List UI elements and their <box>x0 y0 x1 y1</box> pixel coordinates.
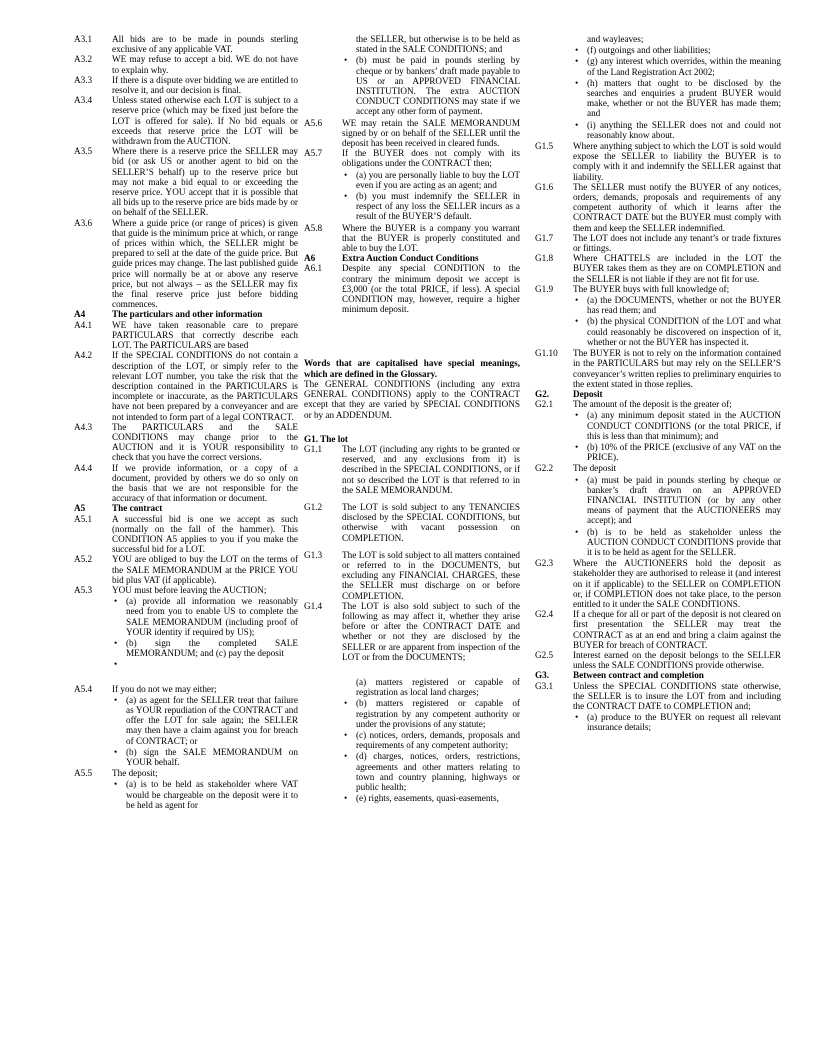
bullet-item: • (a) must be paid in pounds sterling by cheque or banker’s draft drawn on an APPROVED FINANCIAL INSTITUTION (or by any other means of payment that the AUCTIONEERS may accept); and <box>535 475 781 526</box>
clause-a5-8: A5.8 Where the BUYER is a company you warrant that the BUYER is properly constituted and able to buy the LOT. <box>304 222 520 254</box>
clause-number: A3.6 <box>74 217 93 228</box>
bullet-item: • (b) matters registered or capable of registration by any competent authority or under the provisions of any statute; <box>304 698 520 729</box>
bullet-marker: • <box>114 659 118 670</box>
bullet-item: • (c) notices, orders, demands, proposals and requirements of any competent authority; <box>304 730 520 750</box>
clause-text: If we provide information, or a copy of a document, provided by others we do so only on the basis that we are not responsible for the accuracy of that information or document. <box>112 462 298 504</box>
bullet-item: • (f) outgoings and other liabilities; <box>535 45 781 55</box>
clause-text: Where a guide price (or range of prices) is given that guide is the minimum price at which, or range of prices within which, the SELLER might be prepared to sell at the date of the guide price. But guide prices may change. The last published guide price will normally be at or above any reserve price, but not always – as the SELLER may fix the final reserve price just before bidding commences. <box>112 217 298 310</box>
bullet-item: • (a) you are personally liable to buy the LOT even if you are acting as an agent; and <box>304 170 520 190</box>
clause-a4-3 <box>74 422 298 463</box>
clause-number: A4.2 <box>74 350 93 361</box>
clause-text: The particulars and other information <box>112 309 263 320</box>
clause-number: A5.1 <box>74 513 93 524</box>
clause-text: YOU are obliged to buy the LOT on the terms of the SALE MEMORANDUM at the PRICE YOU bid plus VAT (if applicable). <box>112 554 298 585</box>
bullet-item: • (e) rights, easements, quasi-easements, <box>304 793 520 803</box>
bullet-item: • (b) the physical CONDITION of the LOT and what could reasonably be discovered on inspection of it, whether or not the BUYER has inspected it. <box>535 316 781 347</box>
clause-number: A3.4 <box>74 95 93 106</box>
clause-g2-1: G2.1 The amount of the deposit is the greater of; <box>535 399 732 410</box>
clause-g2-4: G2.4 If a cheque for all or part of the deposit is not cleared on first presentation the SELLER may treat the CONTRACT as at an end and bring a claim against the BUYER for breach of CONTRACT. <box>535 609 781 650</box>
clause-text: WE may refuse to accept a bid. WE do not have to explain why. <box>112 54 298 75</box>
clause-a4-2 <box>74 350 298 421</box>
clause-text: The PARTICULARS and the SALE CONDITIONS may change prior to the AUCTION and it is YOUR responsibility to check that you have the correct versions. <box>112 421 298 463</box>
glossary-note: Words that are capitalised have special meanings, which are defined in the Glossary. <box>304 358 520 379</box>
clause-number: A5.2 <box>74 554 93 565</box>
clause-g2-2: G2.2 The deposit <box>535 463 617 474</box>
clause-a5-4: A5.4 If you do not we may either; <box>74 683 217 694</box>
bullet-item: • (h) matters that ought to be disclosed by the searches and enquiries a prudent BUYER would make, whether or not the BUYER has made them; and <box>535 78 781 119</box>
bullet-item: • (i) anything the SELLER does not and could not reasonably know about. <box>535 120 781 140</box>
clause-a5 <box>74 503 298 513</box>
clause-a3-6 <box>74 218 298 310</box>
list-item: (a) matters registered or capable of registration as local land charges; <box>356 676 520 698</box>
section-a6-heading: A6 Extra Auction Conduct Conditions <box>304 253 479 264</box>
clause-text: A successful bid is one we accept as such (normally on the fall of the hammer). This CONDITION A5 applies to you if you make the successful bid for a LOT. <box>112 513 298 555</box>
clause-text: All bids are to be made in pounds sterling exclusive of any applicable VAT. <box>112 34 298 55</box>
bullet-item: • (a) is to be held as stakeholder where VAT would be chargeable on the deposit were it to be held as agent for <box>74 779 298 810</box>
clause-number: A4.1 <box>74 319 93 330</box>
clause-a5-6: A5.6 WE may retain the SALE MEMORANDUM signed by or on behalf of the SELLER until the deposit has been received in cleared funds. <box>304 117 520 149</box>
clause-g1-6: G1.6 The SELLER must notify the BUYER of any notices, orders, demands, proposals and requirements of any competent authority of which it learns after the CONTRACT DATE but the BUYER must comply with them and keep the SELLER indemnified. <box>535 181 781 233</box>
clause-a4-1 <box>74 320 298 351</box>
clause-text: If there is a dispute over bidding we are entitled to resolve it, and our decision is final. <box>112 74 298 96</box>
clause-g2-3: G2.3 Where the AUCTIONEERS hold the deposit as stakeholder they are authorised to release it (and interest on it if applicable) to the SELLER on COMPLETION or, if COMPLETION does not take place, to the person entitled to it under the SALE CONDITIONS. <box>535 558 781 609</box>
clause-number: A4.4 <box>74 462 93 473</box>
clause-g1-9: G1.9 The BUYER buys with full knowledge of; <box>535 283 730 294</box>
column-right <box>535 34 781 734</box>
clause-a5-2 <box>74 554 298 585</box>
general-conditions-intro: The GENERAL CONDITIONS (including any extra GENERAL CONDITIONS) apply to the CONTRACT except that they are varied by SPECIAL CONDITIONS or by an ADDENDUM. <box>304 378 520 420</box>
bullet-item: • (b) sign the SALE MEMORANDUM on YOUR behalf. <box>74 747 298 767</box>
bullet-item: • (d) charges, notices, orders, restrictions, agreements and other matters relating to town and country planning, highways or public health; <box>304 751 520 792</box>
continued-text: and wayleaves; <box>587 34 644 44</box>
clause-g1-5: G1.5 Where anything subject to which the LOT is sold would expose the SELLER to liability the BUYER is to comply with it and indemnify the SELLER against that liability. <box>535 141 781 182</box>
bullet-item: • (b) you must indemnify the SELLER in respect of any loss the SELLER incurs as a result of the BUYER’S default. <box>304 191 520 222</box>
bullet-item: • (b) 10% of the PRICE (exclusive of any VAT on the PRICE). <box>535 442 781 462</box>
clause-a3-3 <box>74 75 298 95</box>
section-g1-heading: G1. The lot <box>304 433 348 444</box>
clause-text: Where there is a reserve price the SELLER may bid (or ask US or another agent to bid on the SELLER’S behalf) up to the reserve price but may not make a bid equal to or exceeding the reserve price. YOU accept that it is possible that all bids up to the reserve price are bids made by or on behalf of the SELLER. <box>112 146 298 218</box>
clause-g1-10: G1.10 The BUYER is not to rely on the information contained in the PARTICULARS but may rely on the SELLER’S conveyancer’s written replies to preliminary enquiries to the extent stated in those replies. <box>535 348 782 389</box>
bullet-item: • (a) produce to the BUYER on request all relevant insurance details; <box>535 712 781 732</box>
bullet-item: • (a) as agent for the SELLER treat that failure as YOUR repudiation of the CONTRACT and offer the LOT for sale again; the SELLER may then have a claim against you for breach of CONTRACT; or <box>74 695 298 746</box>
clause-a5-7: A5.7 If the BUYER does not comply with its obligations under the CONTRACT then; <box>304 148 520 169</box>
clause-a6-1: A6.1 Despite any special CONDITION to the contrary the minimum deposit we accept is £3,000 (or the total PRICE, if less). A special CONDITION may, however, require a higher minimum deposit. <box>304 263 520 315</box>
clause-a5-3 <box>74 585 298 595</box>
clause-number: A3.3 <box>74 74 93 85</box>
clause-g3-1: G3.1 Unless the SPECIAL CONDITIONS state otherwise, the SELLER is to insure the LOT from and including the CONTRACT DATE to COMPLETION and; <box>535 680 781 711</box>
section-g3-heading: G3. Between contract and completion <box>535 670 704 681</box>
clause-a5-1 <box>74 514 298 555</box>
bullet-item: • (a) provide all information we reasonably need from you to enable US to complete the SALE MEMORANDUM (including proof of YOUR identity if required by US); <box>74 596 298 637</box>
clause-text: Unless stated otherwise each LOT is subject to a reserve price (which may be fixed just before the LOT is offered for sale). If No bid equals or exceeds that reserve price the LOT will be withdrawn from the AUCTION. <box>112 95 298 147</box>
bullet-item: • (a) any minimum deposit stated in the AUCTION CONDUCT CONDITIONS (or the total PRICE, if this is less than that minimum); and <box>535 410 781 441</box>
clause-text: If the SPECIAL CONDITIONS do not contain a description of the LOT, or simply refer to the relevant LOT number, you take the risk that the description contained in the PARTICULARS is incomplete or inaccurate, as the PARTICULARS have not been prepared by a conveyancer and are not intended to form part of a legal CONTRACT. <box>112 350 298 422</box>
clause-number: A3.2 <box>74 54 93 65</box>
bullet-item: • (b) is to be held as stakeholder unless the AUCTION CONDUCT CONDITIONS provide that it is to be held as agent for the SELLER. <box>535 527 781 558</box>
clause-a4 <box>74 309 298 319</box>
clause-a5-5: A5.5 The deposit; <box>74 768 158 779</box>
clause-text: WE have taken reasonable care to prepare PARTICULARS that correctly describe each LOT. The PARTICULARS are based <box>112 319 298 351</box>
clause-number: A4.3 <box>74 421 93 432</box>
column-middle <box>304 34 520 804</box>
clause-g1-2: G1.2 The LOT is sold subject to any TENANCIES disclosed by the SPECIAL CONDITIONS, but otherwise with vacant possession on COMPLETION. <box>304 501 520 543</box>
bullet-item: • (b) must be paid in pounds sterling by cheque or by bankers’ draft made payable to US or an APPROVED FINANCIAL INSTITUTION. The extra AUCTION CONDUCT CONDITIONS may state if we accept any other form of payment. <box>304 55 520 116</box>
clause-number: A3.5 <box>74 146 93 157</box>
clause-number: A4 <box>74 309 86 320</box>
clause-g1-1: G1.1 The LOT (including any rights to be granted or reserved, and any exclusions from it) is described in the SPECIAL CONDITIONS, or if not so described the LOT is that referred to in the SALE MEMORANDUM. <box>304 443 520 495</box>
clause-g2-5: G2.5 Interest earned on the deposit belongs to the SELLER unless the SALE CONDITIONS provide otherwise. <box>535 649 781 671</box>
clause-g1-7: G1.7 The LOT does not include any tenant’s or trade fixtures or fittings. <box>535 232 781 254</box>
bullet-item: • (a) the DOCUMENTS, whether or not the BUYER has read them; and <box>535 295 781 315</box>
continued-text: the SELLER, but otherwise is to be held as stated in the SALE CONDITIONS; and <box>356 34 520 55</box>
clause-a3-2 <box>74 54 298 74</box>
clause-g1-4: G1.4 The LOT is also sold subject to such of the following as may affect it, whether they arise before or after the CONTRACT DATE and whether or not they are disclosed by the SELLER or are apparent from inspection of the LOT or from the DOCUMENTS; <box>304 600 520 662</box>
clause-a3-4 <box>74 95 298 146</box>
clause-a4-4 <box>74 463 298 504</box>
clause-number: A5 <box>74 503 86 514</box>
column-left <box>74 34 298 811</box>
section-g2-heading: G2. Deposit <box>535 388 603 399</box>
bullet-item: • (b) sign the completed SALE MEMORANDUM; and (c) pay the deposit <box>74 638 298 658</box>
bullet-item: • (g) any interest which overrides, within the meaning of the Land Registration Act 2002; <box>535 56 781 76</box>
clause-g1-3: G1.3 The LOT is sold subject to all matters contained or referred to in the DOCUMENTS, but excluding any FINANCIAL CHARGES, these the SELLER must discharge on or before COMPLETION. <box>304 549 520 601</box>
clause-text: The contract <box>112 503 163 514</box>
clause-a3-5 <box>74 146 298 217</box>
clause-text: YOU must before leaving the AUCTION; <box>112 584 267 595</box>
clause-number: A5.3 <box>74 584 93 595</box>
clause-g1-8: G1.8 Where CHATTELS are included in the LOT the BUYER takes them as they are on COMPLETION and the SELLER is not liable if they are not fit for use. <box>535 253 781 284</box>
clause-number: A3.1 <box>74 34 93 44</box>
clause-a3-1 <box>74 34 298 54</box>
